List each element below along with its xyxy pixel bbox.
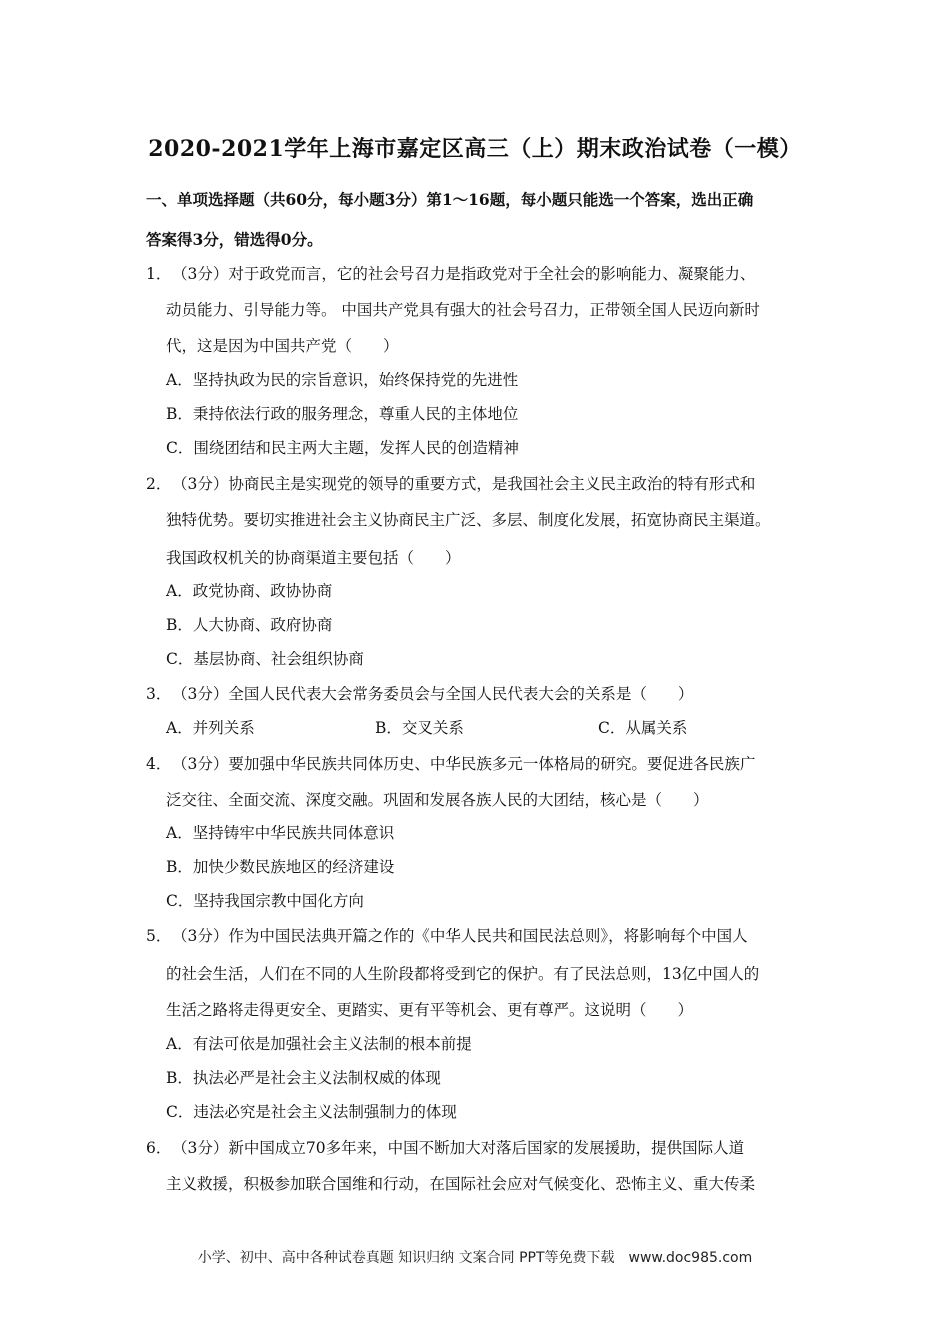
question-2-option-c: C．基层协商、社会组织协商 — [166, 650, 364, 668]
question-3-option-b: B．交叉关系 — [375, 719, 464, 737]
question-2-option-a: A．政党协商、政协协商 — [166, 582, 333, 600]
question-4-option-c: C．坚持我国宗教中国化方向 — [166, 892, 364, 910]
question-1-number: 1． — [146, 265, 172, 283]
page-title: 2020-2021学年上海市嘉定区高三（上）期末政治试卷（一模） — [148, 136, 802, 162]
footer-ad-text: 小学、初中、高中各种试卷真题 知识归纳 文案合同 PPT等免费下载 www.doc985.com — [197, 1250, 753, 1266]
section-heading-line1: 一、单项选择题（共60分，每小题3分）第1～16题，每小题只能选一个答案，选出正确 — [146, 190, 754, 209]
question-1-line: 代，这是因为中国共产党（ ） — [166, 337, 399, 355]
question-3-line: （3分）全国人民代表大会常务委员会与全国人民代表大会的关系是（ ） — [172, 685, 694, 703]
question-1-option-c: C．围绕团结和民主两大主题，发挥人民的创造精神 — [166, 439, 519, 457]
question-4-line: （3分）要加强中华民族共同体历史、中华民族多元一体格局的研究。要促进各民族广 — [172, 755, 756, 773]
question-5-line: 生活之路将走得更安全、更踏实、更有平等机会、更有尊严。这说明（ ） — [166, 1001, 694, 1019]
question-2-line: （3分）协商民主是实现党的领导的重要方式，是我国社会主义民主政治的特有形式和 — [172, 475, 756, 493]
question-6-line: （3分）新中国成立70多年来，中国不断加大对落后国家的发展援助，提供国际人道 — [172, 1139, 745, 1157]
question-5-option-c: C．违法必究是社会主义法制强制力的体现 — [166, 1103, 457, 1121]
question-2-number: 2． — [146, 475, 172, 493]
question-6-number: 6． — [146, 1139, 172, 1157]
question-5-option-a: A．有法可依是加强社会主义法制的根本前提 — [166, 1035, 472, 1053]
question-6-line: 主义救援，积极参加联合国维和行动，在国际社会应对气候变化、恐怖主义、重大传柔 — [166, 1175, 756, 1193]
question-1-option-a: A．坚持执政为民的宗旨意识，始终保持党的先进性 — [166, 371, 519, 389]
question-1-option-b: B．秉持依法行政的服务理念，尊重人民的主体地位 — [166, 405, 519, 423]
question-2-option-b: B．人大协商、政府协商 — [166, 616, 333, 634]
question-5-line: （3分）作为中国民法典开篇之作的《中华人民共和国民法总则》，将影响每个中国人 — [172, 927, 748, 945]
question-5-number: 5． — [146, 927, 172, 945]
question-1-line: 动员能力、引导能力等。 中国共产党具有强大的社会号召力，正带领全国人民迈向新时 — [166, 301, 760, 319]
question-5-option-b: B．执法必严是社会主义法制权威的体现 — [166, 1069, 441, 1087]
question-2-line: 我国政权机关的协商渠道主要包括（ ） — [166, 549, 461, 567]
question-4-option-b: B．加快少数民族地区的经济建设 — [166, 858, 395, 876]
question-3-number: 3． — [146, 685, 172, 703]
section-heading-line2: 答案得3分，错选得0分。 — [146, 230, 323, 249]
question-1-line: （3分）对于政党而言，它的社会号召力是指政党对于全社会的影响能力、凝聚能力、 — [172, 265, 756, 283]
question-4-line: 泛交往、全面交流、深度交融。巩固和发展各族人民的大团结，核心是（ ） — [166, 791, 709, 809]
question-4-number: 4． — [146, 755, 172, 773]
question-4-option-a: A．坚持铸牢中华民族共同体意识 — [166, 824, 395, 842]
question-3-option-a: A．并列关系 — [166, 719, 255, 737]
question-3-option-c: C．从属关系 — [598, 719, 688, 737]
question-2-line: 独特优势。要切实推进社会主义协商民主广泛、多层、制度化发展，拓宽协商民主渠道。 — [166, 511, 771, 529]
question-5-line: 的社会生活，人们在不同的人生阶段都将受到它的保护。有了民法总则，13亿中国人的 — [166, 965, 760, 983]
